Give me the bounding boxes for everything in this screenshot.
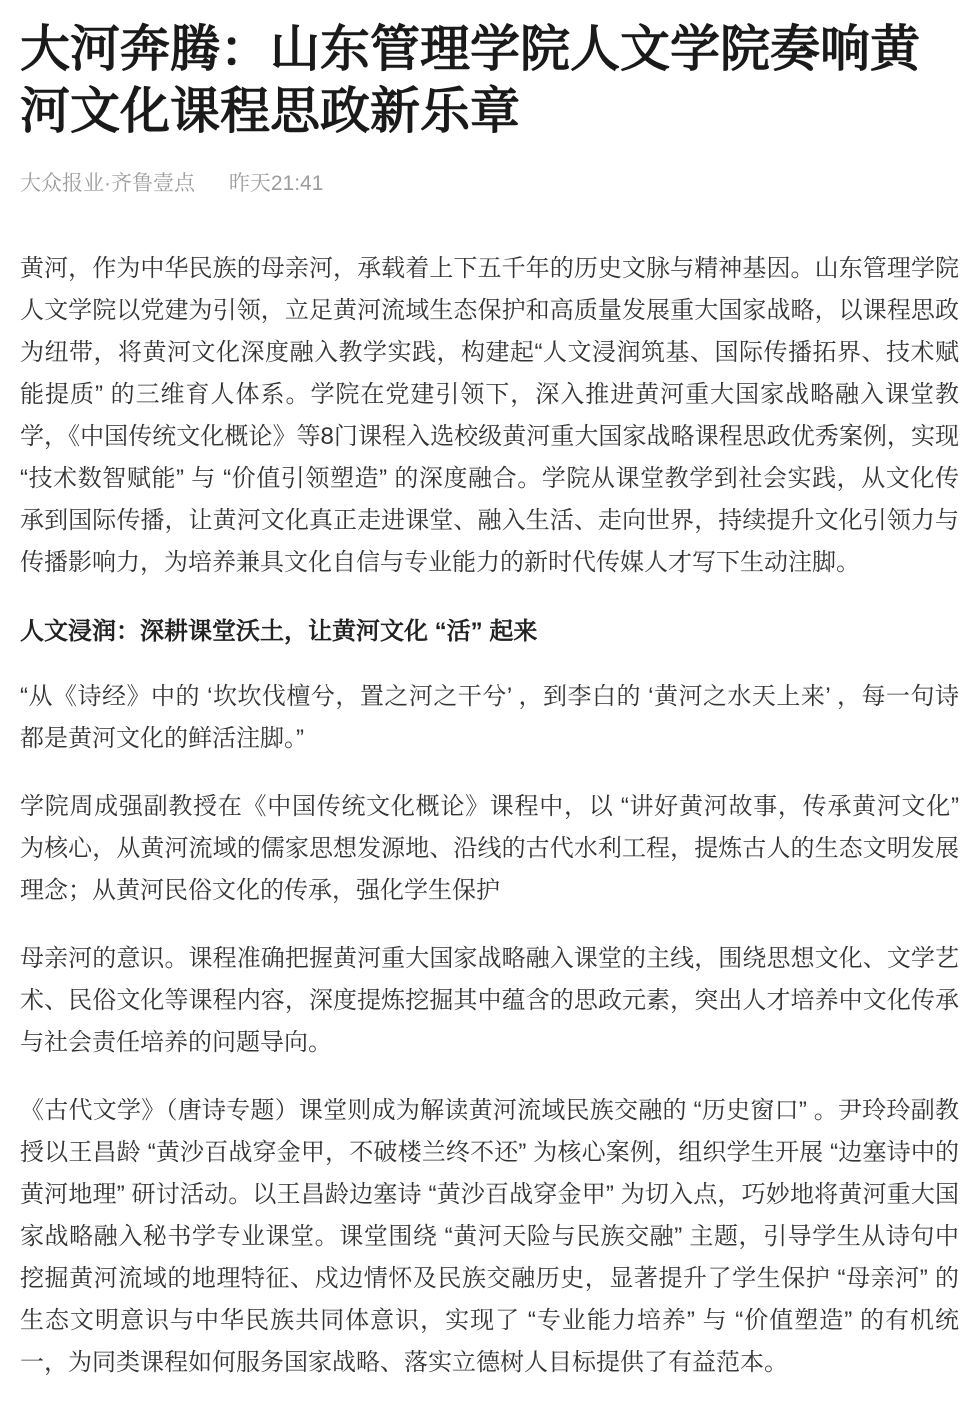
paragraph-ancient-literature: 《古代文学》（唐诗专题）课堂则成为解读黄河流域民族交融的 “历史窗口” 。尹玲玲副教授以王昌龄 “黄沙百战穿金甲，不破楼兰终不还” 为核心案例，组织学生开展 “边塞诗中的黄河地理” 研讨活动。以王昌龄边塞诗 “黄沙百战穿金甲” 为切入点，巧妙地将黄河重大国家战略融入秘书学专业课堂。课堂围绕 “黄河天险与民族交融” 主题，引导学生从诗句中挖掘黄河流域的地理特征、戍边情怀及民族交融历史，显著提升了学生保护 “母亲河” 的生态文明意识与中华民族共同体意识，实现了 “专业能力培养” 与 “价值塑造” 的有机统一，为同类课程如何服务国家战略、落实立德树人目标提供了有益范本。: [20, 1097, 959, 1376]
paragraph-course-zhouchengqiang: 学院周成强副教授在《中国传统文化概论》课程中，以 “讲好黄河故事，传承黄河文化” 为核心，从黄河流域的儒家思想发源地、沿线的古代水利工程，提炼古人的生态文明发展理念；从黄河民俗文化的传承，强化学生保护: [20, 793, 959, 904]
article-page: [20, 18, 959, 1384]
paragraph-quote: “从《诗经》中的 ‘坎坎伐檀兮，置之河之干兮’ ，到李白的 ‘黄河之水天上来’ ，每一句诗都是黄河文化的鲜活注脚。”: [20, 683, 959, 752]
byline-source: 大众报业·齐鲁壹点: [20, 172, 195, 195]
page-title: 大河奔腾：山东管理学院人文学院奏响黄河文化课程思政新乐章: [20, 21, 920, 139]
byline: [20, 172, 959, 196]
paragraph-intro: 黄河，作为中华民族的母亲河，承载着上下五千年的历史文脉与精神基因。山东管理学院人文学院以党建为引领，立足黄河流域生态保护和高质量发展重大国家战略，以课程思政为纽带，将黄河文化深度融入教学实践，构建起“人文浸润筑基、国际传播拓界、技术赋能提质” 的三维育人体系。学院在党建引领下，深入推进黄河重大国家战略融入课堂教学，《中国传统文化概论》等8门课程入选校级黄河重大国家战略课程思政优秀案例，实现 “技术数智赋能” 与 “价值引领塑造” 的深度融合。学院从课堂教学到社会实践，从文化传承到国际传播，让黄河文化真正走进课堂、融入生活、走向世界，持续提升文化引领力与传播影响力，为培养兼具文化自信与专业能力的新时代传媒人才写下生动注脚。: [20, 255, 959, 576]
section-heading-humanities: 人文浸润：深耕课堂沃土，让黄河文化 “活” 起来: [20, 618, 538, 645]
byline-timestamp: 昨天21:41: [228, 172, 324, 195]
paragraph-mother-river: 母亲河的意识。课程准确把握黄河重大国家战略融入课堂的主线，围绕思想文化、文学艺术、民俗文化等课程内容，深度提炼挖掘其中蕴含的思政元素，突出人才培养中文化传承与社会责任培养的问题导向。: [20, 945, 959, 1056]
